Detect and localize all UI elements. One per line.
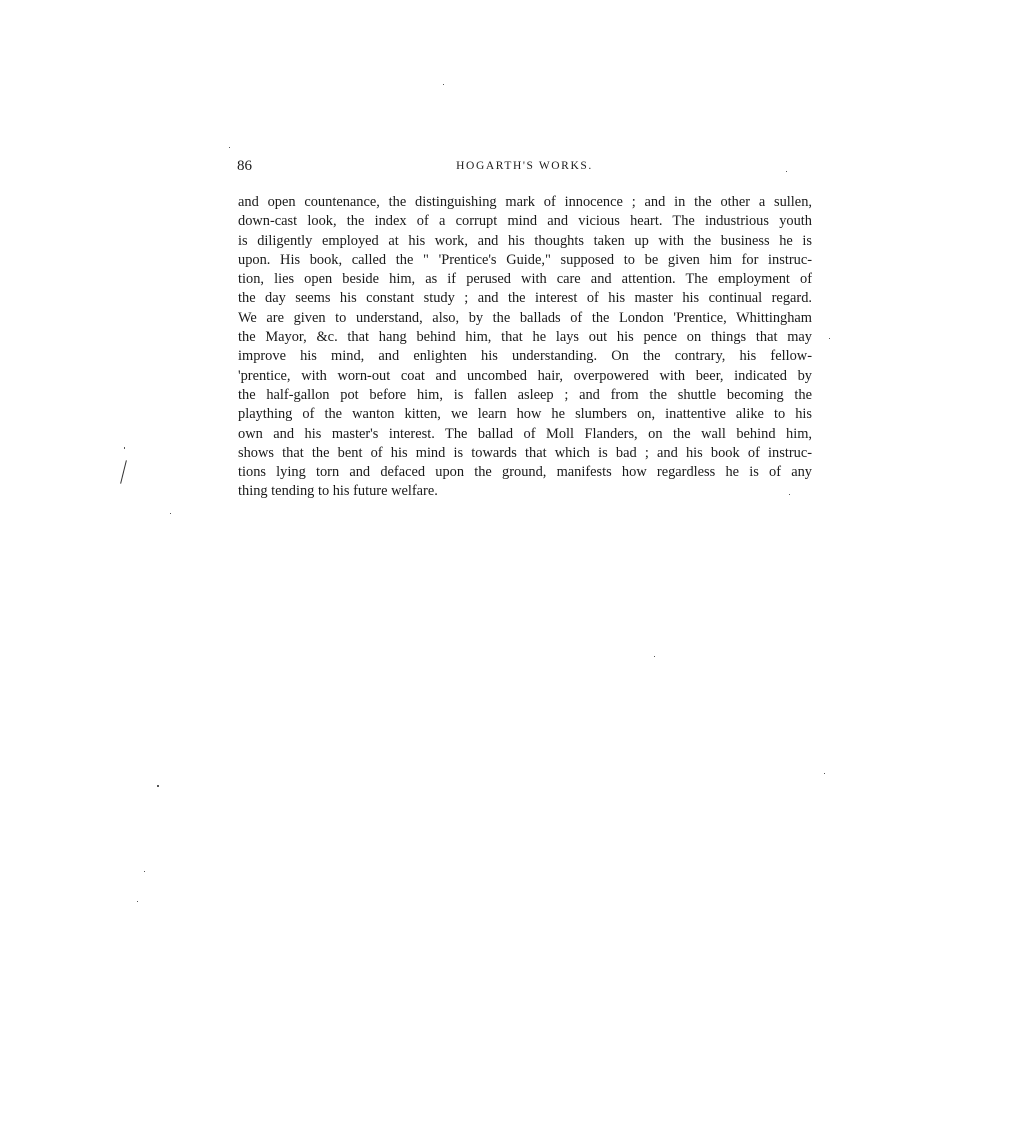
text-line: is diligently employed at his work, and his thoughts taken up with the business he is	[238, 232, 812, 249]
scan-speck	[789, 494, 790, 495]
text-line: down-cast look, the index of a corrupt mind and vicious heart. The industrious youth	[238, 213, 812, 230]
text-line: tions lying torn and defaced upon the ground, manifests how regardless he is of any	[238, 464, 812, 481]
text-line: and open countenance, the distinguishing mark of innocence ; and in the other a sullen,	[238, 194, 812, 210]
scan-speck	[137, 901, 138, 902]
running-head: HOGARTH'S WORKS.	[456, 160, 593, 172]
scan-speck	[443, 84, 444, 85]
page-number: 86	[237, 158, 252, 174]
scan-speck	[829, 338, 830, 339]
scan-speck	[144, 871, 145, 872]
body-paragraph	[238, 193, 812, 502]
scan-speck	[229, 147, 230, 148]
text-line: thing tending to his future welfare.	[238, 483, 438, 500]
text-line: We are given to understand, also, by the ballads of the London 'Prentice, Whittingham	[238, 309, 812, 326]
text-line: tion, lies open beside him, as if perused with care and attention. The employment of	[238, 271, 812, 288]
text-line: own and his master's interest. The ballad of Moll Flanders, on the wall behind him,	[238, 425, 812, 442]
scan-speck	[157, 785, 159, 787]
scan-speck	[124, 447, 125, 449]
text-line: the half-gallon pot before him, is fallen asleep ; and from the shuttle becoming the	[238, 386, 812, 403]
scan-speck	[120, 460, 127, 484]
text-line: 'prentice, with worn-out coat and uncombed hair, overpowered with beer, indicated by	[238, 367, 812, 384]
scan-speck	[170, 513, 171, 514]
text-line: improve his mind, and enlighten his understanding. On the contrary, his fellow-	[238, 348, 812, 365]
scan-speck	[824, 773, 825, 774]
scan-speck	[654, 656, 655, 657]
text-line: upon. His book, called the " 'Prentice's Guide," supposed to be given him for instruc-	[238, 251, 812, 268]
text-line: shows that the bent of his mind is towards that which is bad ; and his book of instruc-	[238, 444, 812, 461]
text-line: plaything of the wanton kitten, we learn how he slumbers on, inattentive alike to his	[238, 406, 812, 423]
page-header	[237, 158, 812, 178]
text-line: the Mayor, &c. that hang behind him, that he lays out his pence on things that may	[238, 329, 812, 346]
scan-speck	[786, 171, 787, 172]
text-line: the day seems his constant study ; and the interest of his master his continual regard.	[238, 290, 812, 307]
